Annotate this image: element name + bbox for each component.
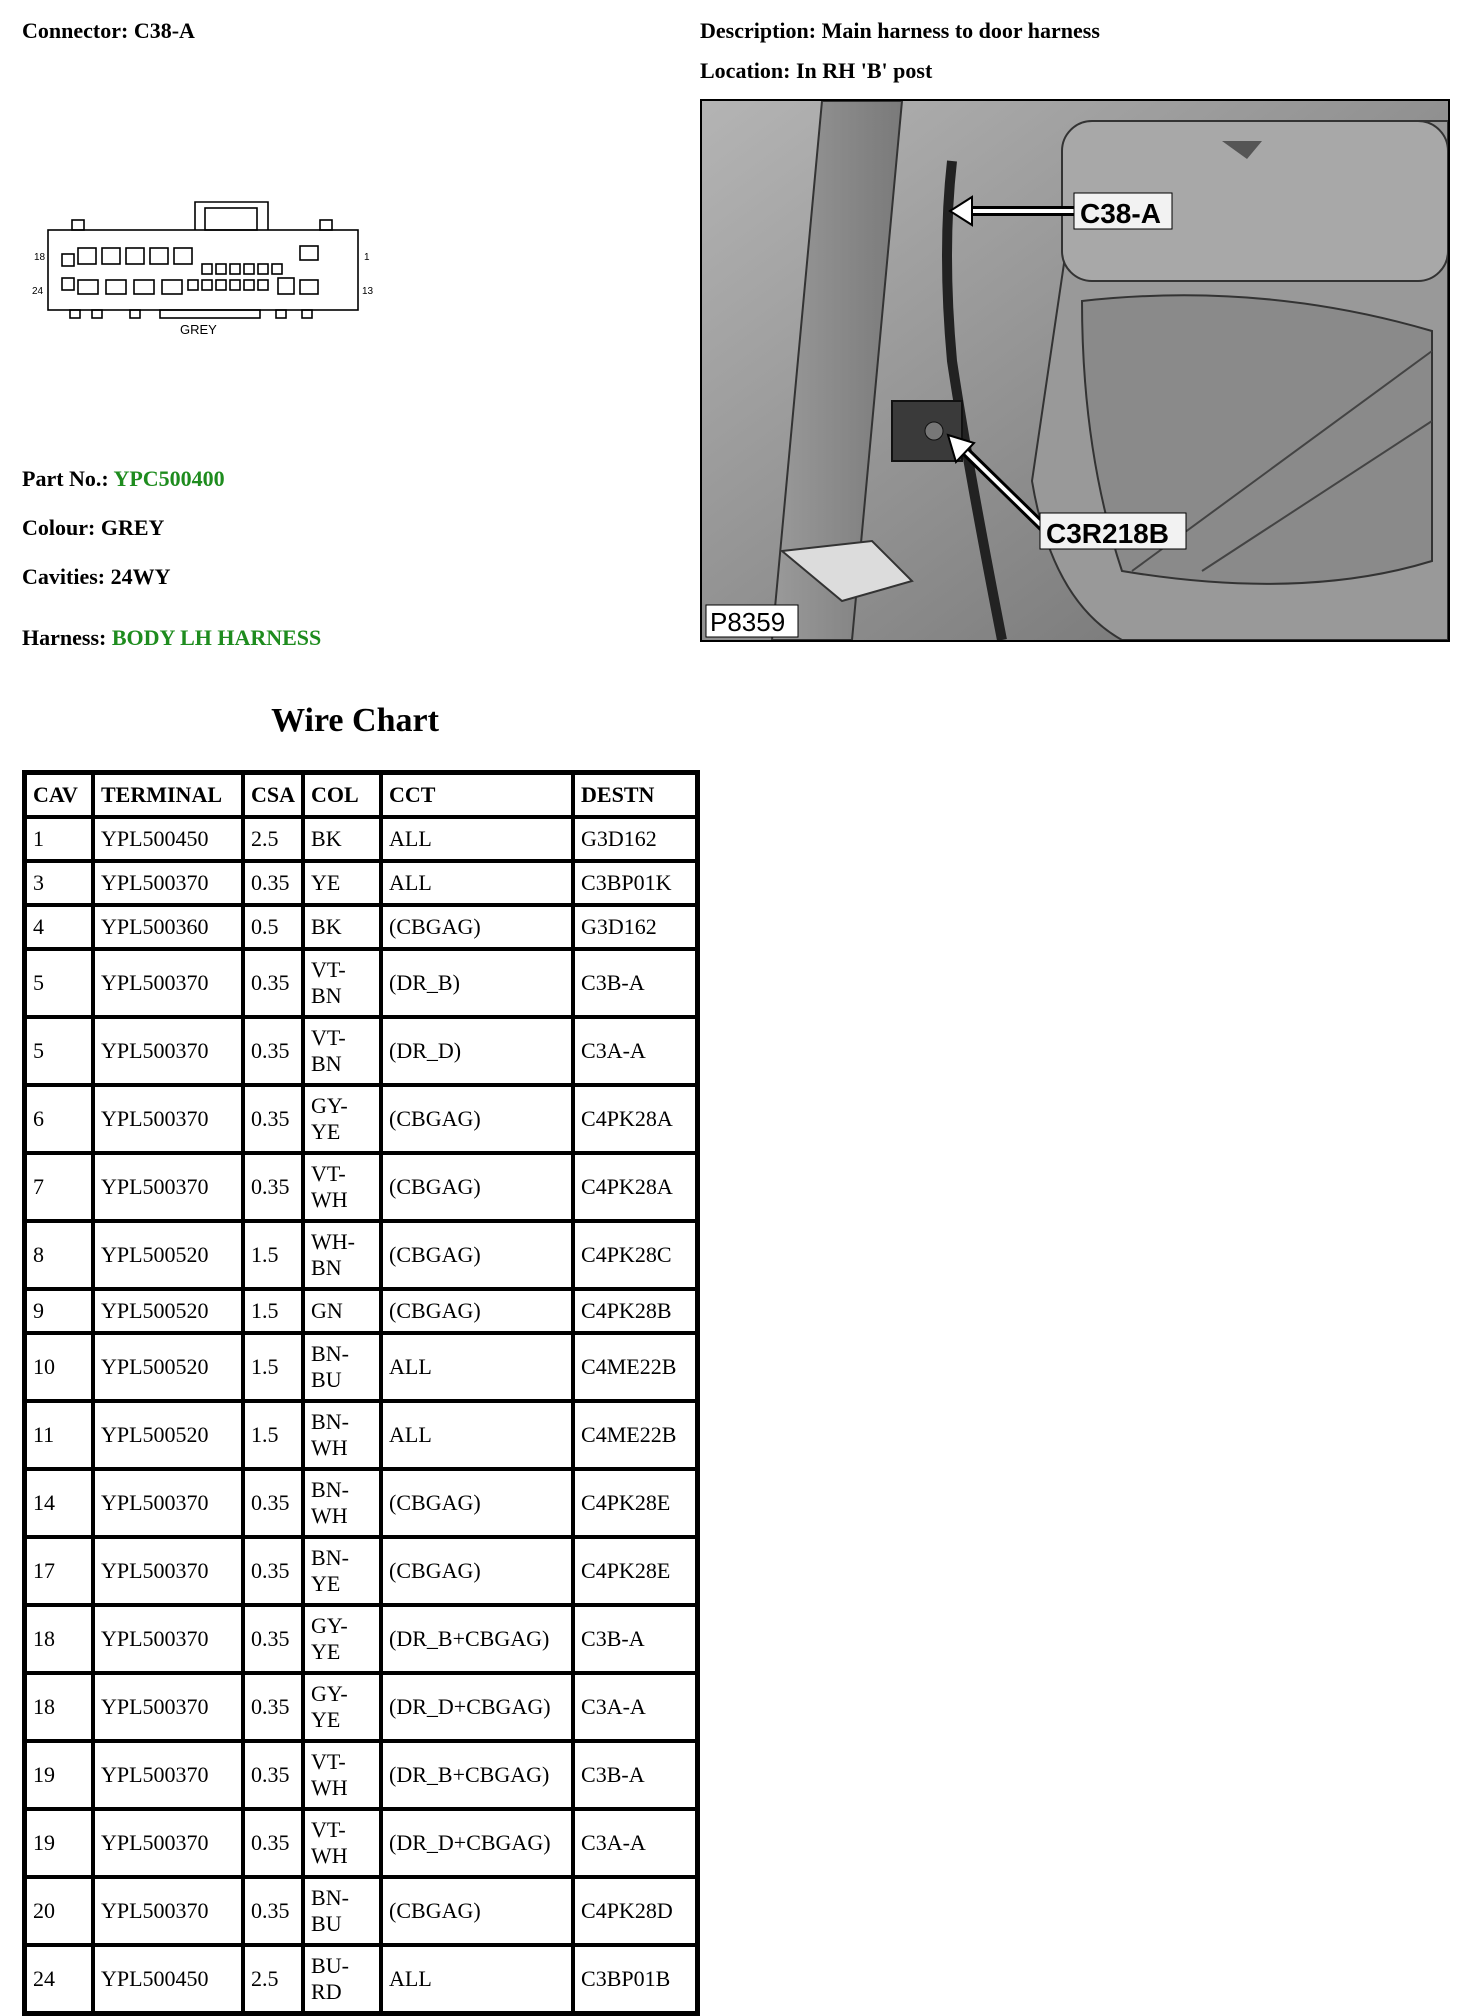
table-row: [25, 1085, 697, 1153]
cell-csa: 0.35: [243, 1741, 303, 1809]
location-heading: [700, 58, 932, 84]
part-no-link[interactable]: YPC500400: [113, 466, 225, 491]
part-no-label: Part No.:: [22, 466, 109, 491]
cavities-line: [22, 564, 170, 590]
cell-cct: (DR_B): [381, 949, 573, 1017]
cell-terminal: YPL500450: [93, 1945, 243, 2013]
cell-csa: 1.5: [243, 1221, 303, 1289]
cell-csa: 1.5: [243, 1401, 303, 1469]
cell-col: GY- YE: [303, 1673, 381, 1741]
cell-terminal: YPL500520: [93, 1401, 243, 1469]
cell-col: BN- WH: [303, 1469, 381, 1537]
cell-cav: 11: [25, 1401, 93, 1469]
cell-cav: 17: [25, 1537, 93, 1605]
location-value: In RH 'B' post: [795, 58, 933, 83]
wire-table-header-row: [25, 773, 697, 817]
cell-terminal: YPL500370: [93, 1537, 243, 1605]
cell-col: BN- YE: [303, 1537, 381, 1605]
cell-cct: (CBGAG): [381, 905, 573, 949]
cell-csa: 0.35: [243, 949, 303, 1017]
cell-cav: 3: [25, 861, 93, 905]
cell-col: VT- WH: [303, 1153, 381, 1221]
cell-cct: (DR_B+CBGAG): [381, 1605, 573, 1673]
cell-col: BN- BU: [303, 1333, 381, 1401]
cell-destn: C4PK28D: [573, 1877, 697, 1945]
cell-destn: C3BP01K: [573, 861, 697, 905]
cell-cav: 9: [25, 1289, 93, 1333]
table-row: [25, 1017, 697, 1085]
cell-col: BN- WH: [303, 1401, 381, 1469]
table-row: [25, 1153, 697, 1221]
cell-cct: ALL: [381, 1945, 573, 2013]
cell-destn: C4ME22B: [573, 1333, 697, 1401]
cell-cct: (CBGAG): [381, 1537, 573, 1605]
cell-cct: ALL: [381, 1333, 573, 1401]
callout-c38-a: C38-A: [1080, 198, 1161, 229]
table-row: [25, 1877, 697, 1945]
cell-terminal: YPL500370: [93, 1809, 243, 1877]
cell-destn: C4ME22B: [573, 1401, 697, 1469]
pin-label-1: 1: [364, 252, 370, 263]
cell-destn: G3D162: [573, 905, 697, 949]
cell-col: BN- BU: [303, 1877, 381, 1945]
cell-col: GY- YE: [303, 1085, 381, 1153]
cell-cav: 14: [25, 1469, 93, 1537]
cell-col: BK: [303, 905, 381, 949]
cell-col: BK: [303, 817, 381, 861]
cell-terminal: YPL500370: [93, 861, 243, 905]
cell-cav: 19: [25, 1741, 93, 1809]
cell-col: BU- RD: [303, 1945, 381, 2013]
colour-label: Colour:: [22, 515, 96, 540]
cell-cct: (DR_B+CBGAG): [381, 1741, 573, 1809]
cell-cct: ALL: [381, 861, 573, 905]
cell-destn: C4PK28E: [573, 1537, 697, 1605]
pin-label-18: 18: [34, 252, 46, 263]
table-row: [25, 1469, 697, 1537]
cell-cav: 7: [25, 1153, 93, 1221]
cell-cct: (CBGAG): [381, 1469, 573, 1537]
description-value: Main harness to door harness: [821, 18, 1100, 43]
cell-terminal: YPL500520: [93, 1221, 243, 1289]
cell-col: GY- YE: [303, 1605, 381, 1673]
cell-cav: 5: [25, 949, 93, 1017]
cell-csa: 1.5: [243, 1333, 303, 1401]
cell-col: VT- WH: [303, 1809, 381, 1877]
cell-destn: C4PK28A: [573, 1153, 697, 1221]
cell-terminal: YPL500370: [93, 1153, 243, 1221]
table-row: [25, 949, 697, 1017]
colour-value: GREY: [100, 515, 165, 540]
cell-destn: C4PK28B: [573, 1289, 697, 1333]
cell-destn: C3B-A: [573, 949, 697, 1017]
cavities-value: 24WY: [110, 564, 171, 589]
cell-csa: 0.35: [243, 1877, 303, 1945]
wire-chart-title: Wire Chart: [271, 702, 439, 739]
cell-destn: C3BP01B: [573, 1945, 697, 2013]
colour-line: [22, 515, 164, 541]
cell-destn: C3A-A: [573, 1809, 697, 1877]
cell-cav: 18: [25, 1605, 93, 1673]
cell-cct: ALL: [381, 817, 573, 861]
cell-csa: 0.35: [243, 1085, 303, 1153]
cell-csa: 1.5: [243, 1289, 303, 1333]
cell-col: VT- BN: [303, 949, 381, 1017]
cell-cct: (CBGAG): [381, 1877, 573, 1945]
cell-terminal: YPL500370: [93, 949, 243, 1017]
cell-terminal: YPL500450: [93, 817, 243, 861]
cell-terminal: YPL500370: [93, 1017, 243, 1085]
pin-label-13: 13: [362, 286, 374, 297]
cell-cav: 8: [25, 1221, 93, 1289]
cell-terminal: YPL500520: [93, 1333, 243, 1401]
wire-chart-table: [22, 770, 700, 2016]
table-row: [25, 1289, 697, 1333]
cell-cav: 5: [25, 1017, 93, 1085]
cell-csa: 0.35: [243, 1017, 303, 1085]
harness-line: [22, 625, 321, 651]
column-header-destn: DESTN: [573, 773, 697, 817]
table-row: [25, 1945, 697, 2013]
cell-csa: 2.5: [243, 1945, 303, 2013]
cell-csa: 0.35: [243, 861, 303, 905]
cell-destn: G3D162: [573, 817, 697, 861]
figure-id: P8359: [710, 607, 786, 637]
cell-csa: 0.35: [243, 1153, 303, 1221]
cell-terminal: YPL500360: [93, 905, 243, 949]
cell-destn: C3A-A: [573, 1673, 697, 1741]
harness-link[interactable]: BODY LH HARNESS: [111, 625, 322, 650]
cell-terminal: YPL500370: [93, 1741, 243, 1809]
cell-cav: 24: [25, 1945, 93, 2013]
connector-label: Connector:: [22, 18, 129, 43]
cell-csa: 0.35: [243, 1537, 303, 1605]
connector-heading: [22, 18, 195, 44]
pin-label-24: 24: [32, 286, 44, 297]
cell-cav: 18: [25, 1673, 93, 1741]
table-row: [25, 1605, 697, 1673]
cell-terminal: YPL500370: [93, 1877, 243, 1945]
cell-cav: 19: [25, 1809, 93, 1877]
description-heading: [700, 18, 1100, 44]
cell-csa: 0.35: [243, 1469, 303, 1537]
cell-cct: (DR_D+CBGAG): [381, 1673, 573, 1741]
cell-cct: (CBGAG): [381, 1289, 573, 1333]
table-row: [25, 1809, 697, 1877]
part-no-line: [22, 466, 225, 492]
location-photo: [700, 99, 1450, 642]
cell-cct: ALL: [381, 1401, 573, 1469]
table-row: [25, 817, 697, 861]
table-row: [25, 1741, 697, 1809]
column-header-terminal: TERMINAL: [93, 773, 243, 817]
table-row: [25, 1401, 697, 1469]
cell-cav: 6: [25, 1085, 93, 1153]
table-row: [25, 905, 697, 949]
cell-destn: C4PK28A: [573, 1085, 697, 1153]
cell-cct: (CBGAG): [381, 1153, 573, 1221]
cell-csa: 0.5: [243, 905, 303, 949]
table-row: [25, 861, 697, 905]
connector-face-diagram: [30, 190, 380, 350]
cell-cct: (CBGAG): [381, 1221, 573, 1289]
description-label: Description:: [700, 18, 817, 43]
cell-cav: 20: [25, 1877, 93, 1945]
column-header-cct: CCT: [381, 773, 573, 817]
location-label: Location:: [700, 58, 791, 83]
column-header-col: COL: [303, 773, 381, 817]
cell-cct: (DR_D): [381, 1017, 573, 1085]
cell-cct: (CBGAG): [381, 1085, 573, 1153]
cell-terminal: YPL500370: [93, 1605, 243, 1673]
cell-terminal: YPL500370: [93, 1673, 243, 1741]
cell-col: VT- WH: [303, 1741, 381, 1809]
cell-cct: (DR_D+CBGAG): [381, 1809, 573, 1877]
table-row: [25, 1537, 697, 1605]
cell-csa: 2.5: [243, 817, 303, 861]
cell-col: YE: [303, 861, 381, 905]
cell-csa: 0.35: [243, 1605, 303, 1673]
column-header-cav: CAV: [25, 773, 93, 817]
cell-destn: C3A-A: [573, 1017, 697, 1085]
cell-col: GN: [303, 1289, 381, 1333]
cell-cav: 1: [25, 817, 93, 861]
connector-color-text: GREY: [180, 322, 217, 337]
connector-value: C38-A: [133, 18, 195, 43]
cell-terminal: YPL500370: [93, 1085, 243, 1153]
cell-destn: C3B-A: [573, 1605, 697, 1673]
cell-terminal: YPL500370: [93, 1469, 243, 1537]
wire-table-body: [25, 817, 697, 2013]
cell-destn: C4PK28E: [573, 1469, 697, 1537]
cell-cav: 10: [25, 1333, 93, 1401]
cell-csa: 0.35: [243, 1673, 303, 1741]
cavities-label: Cavities:: [22, 564, 106, 589]
cell-cav: 4: [25, 905, 93, 949]
cell-destn: C3B-A: [573, 1741, 697, 1809]
cell-terminal: YPL500520: [93, 1289, 243, 1333]
harness-label: Harness:: [22, 625, 107, 650]
column-header-csa: CSA: [243, 773, 303, 817]
table-row: [25, 1333, 697, 1401]
table-row: [25, 1221, 697, 1289]
cell-col: VT- BN: [303, 1017, 381, 1085]
cell-col: WH- BN: [303, 1221, 381, 1289]
cell-destn: C4PK28C: [573, 1221, 697, 1289]
cell-csa: 0.35: [243, 1809, 303, 1877]
table-row: [25, 1673, 697, 1741]
callout-c3r218b: C3R218B: [1046, 518, 1169, 549]
